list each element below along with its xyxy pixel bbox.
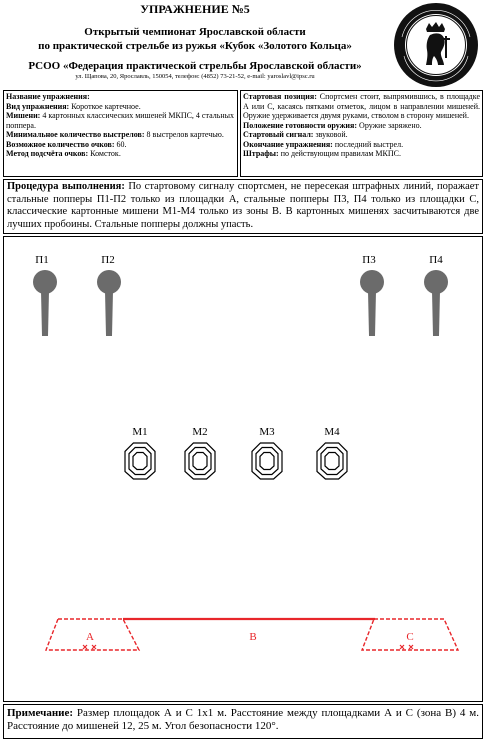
info-value: звуковой. (313, 130, 348, 139)
info-label: Стартовая позиция: (243, 92, 317, 101)
info-value: Спортсмен стоит, выпрямившись, в площадке А или С, касаясь пятками отметок, лицом в направлении мишеней. Оружие удерживается двумя руками, стволом в сторону мишеней. (243, 92, 480, 120)
zone-c-label: C (406, 631, 414, 643)
exercise-info-right (240, 90, 483, 177)
info-value: 60. (114, 139, 127, 149)
note-box (3, 704, 483, 739)
note-text: Размер площадок А и С 1х1 м. Расстояние между площадками А и С (зона В) 4 м. Расстояние до мишеней 12, 25 м. Угол безопасности 120°. (7, 707, 479, 732)
info-value: по действующим правилам МКПС. (278, 149, 401, 158)
stage-scheme (2, 236, 484, 702)
procedure-box (3, 179, 483, 234)
event-title-line1: Открытый чемпионат Ярославской области (84, 26, 306, 38)
foot-marks-a (83, 645, 96, 649)
exercise-info-left (3, 90, 238, 177)
info-label: Возможное количество очков: (6, 139, 115, 149)
zone-b-label: B (249, 631, 257, 643)
popper-p4 (424, 254, 448, 336)
info-label: Метод подсчёта очков: (6, 149, 89, 158)
info-value: Короткое картечное. (69, 101, 141, 111)
procedure-label: Процедура выполнения: (7, 181, 125, 192)
info-label: Минимальное количество выстрелов: (6, 130, 145, 139)
paper-target-m4 (317, 426, 347, 479)
note-label: Примечание: (7, 707, 74, 719)
info-label: Окончание упражнения: (243, 139, 333, 149)
info-label: Положение готовности оружия: (243, 120, 358, 130)
zone-a-label: A (86, 631, 94, 643)
event-title-line2: по практической стрельбе из ружья «Кубок «Золотого Кольца» (38, 40, 352, 52)
popper-p3 (360, 254, 384, 336)
popper-p2 (97, 254, 121, 336)
target-label: М1 (132, 426, 148, 438)
organization-address: ул. Щапова, 20, Ярославль, 150054, телефон: (4852) 73-21-52, e-mail: yaroslavl@ipsc.ru (75, 73, 315, 80)
info-value: последний выстрел. (332, 139, 404, 149)
popper-label: П2 (101, 254, 115, 266)
popper-p1 (33, 254, 57, 336)
paper-target-m2 (185, 426, 215, 479)
info-label: Вид упражнения: (6, 101, 70, 111)
target-label: М4 (324, 426, 340, 438)
paper-target-m3 (252, 426, 282, 479)
info-value: Оружие заряжено. (357, 120, 422, 130)
popper-label: П3 (362, 254, 376, 266)
target-label: М2 (192, 426, 208, 438)
info-label: Название упражнения: (6, 92, 90, 101)
info-label: Штрафы: (243, 149, 279, 158)
paper-target-m1 (125, 426, 155, 479)
exercise-title: УПРАЖНЕНИЕ №5 (140, 2, 250, 16)
target-label: М3 (259, 426, 275, 438)
info-value: 8 выстрелов картечью. (144, 130, 224, 139)
procedure-text: По стартовому сигналу спортсмен, не пересекая штрафных линий, поражает стальные попперы П1-П2 только из площадки А, стальные попперы П3, П4 только из площадки С, классические картонные мишени М1-М4 только из зоны В. В картонных мишенях засчитываются две лучших пробоины. Стальные попперы должны упасть. (7, 181, 480, 230)
organization-name: РСОО «Федерация практической стрельбы Ярославской области» (28, 60, 362, 72)
popper-label: П4 (429, 254, 443, 266)
info-label: Стартовый сигнал: (243, 130, 314, 139)
info-value: 4 картонных классических мишеней МКПС, 4 стальных поппера. (6, 111, 234, 130)
info-label: Мишени: (6, 111, 41, 120)
info-value: Комсток. (88, 149, 121, 158)
federation-logo-icon (392, 1, 480, 89)
popper-label: П1 (35, 254, 49, 266)
foot-marks-c (400, 645, 413, 649)
